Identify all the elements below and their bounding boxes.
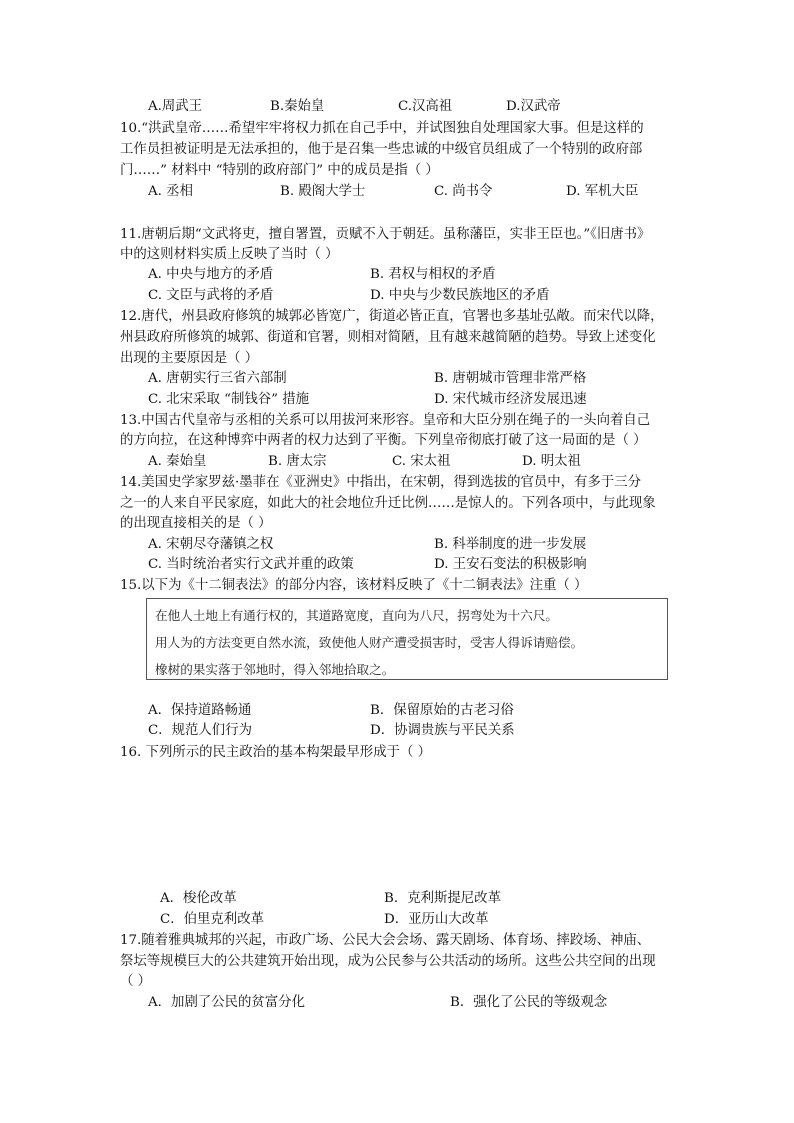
question-text: 12.唐代，州县政府修筑的城郭必皆宽广，街道必皆正直，官署也多基址弘敞。而宋代以降，	[120, 309, 664, 324]
q9-option-b[interactable]: B.秦始皇	[270, 99, 325, 114]
q15-option-a[interactable]: A．保持道路畅通	[148, 703, 252, 718]
q13-option-a[interactable]: A. 秦始皇	[148, 454, 207, 469]
q13-option-b[interactable]: B. 唐太宗	[268, 454, 327, 469]
question-text: 16. 下列所示的民主政治的基本构架最早形成于（ ）	[120, 745, 432, 760]
source-material-box	[146, 598, 668, 680]
q10-option-c[interactable]: C. 尚书令	[434, 184, 493, 199]
question-text: （ ）	[120, 974, 152, 989]
question-text: 11.唐朝后期“文武将吏，擅自署置，贡赋不入于朝廷。虽称藩臣，实非王臣也。”《旧唐书》	[120, 227, 651, 242]
q16-option-c[interactable]: C．伯里克利改革	[160, 912, 264, 927]
question-text: 的出现直接相关的是（ ）	[120, 516, 272, 531]
q14-option-d[interactable]: D. 王安石变法的积极影响	[434, 557, 587, 572]
q11-option-a[interactable]: A. 中央与地方的矛盾	[148, 267, 274, 282]
q10-option-d[interactable]: D. 军机大臣	[566, 184, 639, 199]
question-text: 10.“洪武皇帝……希望牢牢将权力抓在自己手中，并试图独自处理国家大事。但是这样的	[120, 121, 644, 136]
material-line: 橡树的果实落于邻地时，得入邻地拾取之。	[155, 662, 395, 677]
q11-option-d[interactable]: D. 中央与少数民族地区的矛盾	[370, 288, 550, 303]
question-text: 14.美国史学家罗兹·墨菲在《亚洲史》中指出，在宋朝，得到选拔的官员中，有多于三分	[120, 475, 642, 490]
question-text: 出现的主要原因是（ ）	[120, 351, 259, 366]
question-text: 工作员担被证明是无法承担的，他于是召集一些忠诚的中级官员组成了一个特别的政府部	[120, 142, 643, 157]
question-text: 17.随着雅典城邦的兴起，市政广场、公民大会会场、露天剧场、体育场、摔跤场、神庙、	[120, 933, 651, 948]
q12-option-c[interactable]: C. 北宋采取 “制钱谷” 措施	[148, 392, 310, 407]
question-text: 祭坛等规模巨大的公共建筑开始出现，成为公民参与公共活动的场所。这些公共空间的出现	[120, 954, 656, 969]
q17-option-b[interactable]: B．强化了公民的等级观念	[450, 995, 608, 1010]
q17-option-a[interactable]: A．加剧了公民的贫富分化	[148, 995, 305, 1010]
q9-option-c[interactable]: C.汉高祖	[398, 99, 453, 114]
q9-option-a[interactable]: A.周武王	[148, 99, 203, 114]
q14-option-b[interactable]: B. 科举制度的进一步发展	[434, 537, 587, 552]
material-line: 用人为的方法变更自然水流，致使他人财产遭受损害时，受害人得诉请赔偿。	[155, 635, 584, 650]
question-text: 的方向拉，在这种博弈中两者的权力达到了平衡。下列皇帝彻底打破了这一局面的是（ ）	[120, 433, 647, 448]
q13-option-c[interactable]: C. 宋太祖	[392, 454, 451, 469]
q9-option-d[interactable]: D.汉武帝	[506, 99, 561, 114]
q16-option-d[interactable]: D．亚历山大改革	[384, 912, 489, 927]
question-text: 门……” 材料中 “特别的政府部门” 中的成员是指（ ）	[120, 163, 439, 178]
q16-option-b[interactable]: B．克利斯提尼改革	[384, 891, 501, 906]
q15-option-b[interactable]: B．保留原始的古老习俗	[370, 703, 514, 718]
question-text: 13.中国古代皇帝与丞相的关系可以用拔河来形容。皇帝和大臣分别在绳子的一头向着自己	[120, 413, 651, 428]
q15-option-d[interactable]: D．协调贵族与平民关系	[370, 723, 515, 738]
q10-option-a[interactable]: A. 丞相	[148, 184, 193, 199]
q15-option-c[interactable]: C．规范人们行为	[148, 723, 252, 738]
q12-option-d[interactable]: D. 宋代城市经济发展迅速	[434, 392, 587, 407]
q11-option-b[interactable]: B. 君权与相权的矛盾	[370, 267, 496, 282]
q13-option-d[interactable]: D. 明太祖	[522, 454, 581, 469]
material-line: 在他人土地上有通行权的，其道路宽度，直向为八尺，拐弯处为十六尺。	[155, 608, 558, 623]
q14-option-c[interactable]: C. 当时统治者实行文武并重的政策	[148, 557, 354, 572]
q11-option-c[interactable]: C. 文臣与武将的矛盾	[148, 288, 274, 303]
q10-option-b[interactable]: B. 殿阁大学士	[280, 184, 366, 199]
question-text: 之一的人来自平民家庭，如此大的社会地位升迁比例……是惊人的。下列各项中，与此现象	[120, 496, 656, 511]
q12-option-b[interactable]: B. 唐朝城市管理非常严格	[434, 371, 587, 386]
question-text: 州县政府所修筑的城郭、街道和官署，则相对简陋，且有越来越简陋的趋势。导致上述变化	[120, 330, 656, 345]
question-text: 中的这则材料实质上反映了当时（ ）	[120, 247, 339, 262]
q14-option-a[interactable]: A. 宋朝尽夺藩镇之权	[148, 537, 274, 552]
q12-option-a[interactable]: A. 唐朝实行三省六部制	[148, 371, 287, 386]
question-text: 15.以下为《十二铜表法》的部分内容，该材料反映了《十二铜表法》注重（ ）	[120, 578, 588, 593]
q16-option-a[interactable]: A．梭伦改革	[160, 891, 237, 906]
